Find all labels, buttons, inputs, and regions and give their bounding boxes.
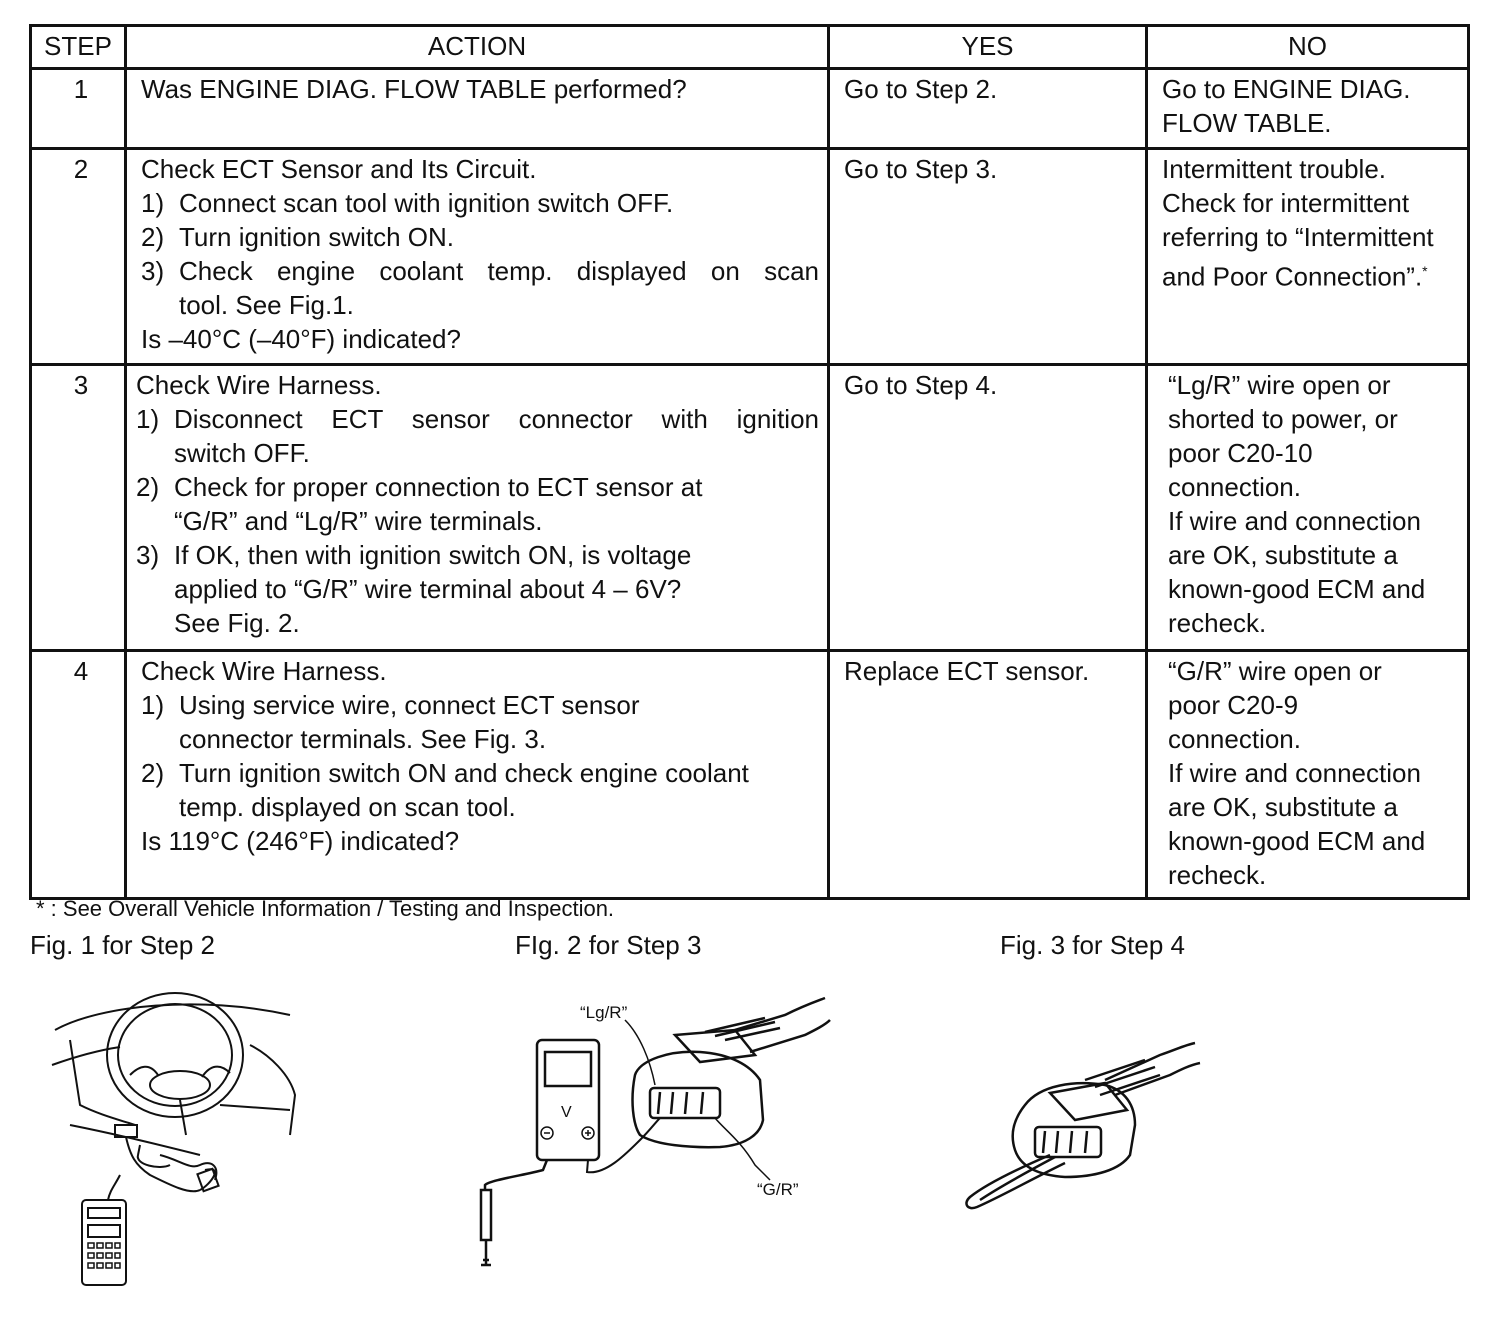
no-line: If wire and connection xyxy=(1168,506,1421,536)
yes-line: Go to Step 4. xyxy=(844,370,998,400)
action-substep-cont: “G/R” and “Lg/R” wire terminals. xyxy=(174,506,543,536)
action-question: Is –40°C (–40°F) indicated? xyxy=(141,324,461,354)
no-line: referring to “Intermittent xyxy=(1162,222,1434,252)
action-cell xyxy=(126,365,829,651)
action-line: Was ENGINE DIAG. FLOW TABLE performed? xyxy=(141,74,687,104)
action-substep-cont: connector terminals. See Fig. 3. xyxy=(179,724,547,754)
no-line: recheck. xyxy=(1168,860,1267,890)
yes-line: Go to Step 3. xyxy=(844,154,998,184)
action-title: Check Wire Harness. xyxy=(141,656,387,686)
table-row xyxy=(31,69,1469,149)
no-line: recheck. xyxy=(1168,608,1267,638)
action-substep: 2) Turn ignition switch ON. xyxy=(141,222,455,252)
voltmeter-connector-icon xyxy=(465,990,835,1280)
action-substep: 3) Check engine coolant temp. displayed on scan xyxy=(141,256,819,286)
figure-3-caption: Fig. 3 for Step 4 xyxy=(1000,930,1185,960)
table-row xyxy=(31,149,1469,365)
footnote: * : See Overall Vehicle Information / Testing and Inspection. xyxy=(36,896,615,921)
yes-line: Go to Step 2. xyxy=(844,74,998,104)
action-substep: 2) Turn ignition switch ON and check engine coolant xyxy=(141,758,749,788)
action-substep: 1) Disconnect ECT sensor connector with ignition xyxy=(136,404,819,434)
action-cell xyxy=(126,69,829,149)
no-line: shorted to power, or xyxy=(1168,404,1398,434)
figure-2-caption: FIg. 2 for Step 3 xyxy=(515,930,702,960)
action-substep: 2) Check for proper connection to ECT sensor at xyxy=(136,472,703,502)
no-line: and Poor Connection”.* xyxy=(1162,261,1428,292)
no-line: poor C20-9 xyxy=(1168,690,1299,720)
action-substep-cont: See Fig. 2. xyxy=(174,608,300,638)
no-line: Intermittent trouble. xyxy=(1162,154,1386,184)
step-number: 4 xyxy=(31,651,126,899)
action-cell xyxy=(126,149,829,365)
yes-cell xyxy=(829,651,1147,899)
no-line: Check for intermittent xyxy=(1162,188,1410,218)
step-number: 1 xyxy=(31,69,126,149)
no-line: known-good ECM and xyxy=(1168,574,1426,604)
header-no: NO xyxy=(1147,26,1469,69)
action-substep: 3) If OK, then with ignition switch ON, is voltage xyxy=(136,540,692,570)
header-action: ACTION xyxy=(126,26,829,69)
no-cell xyxy=(1147,651,1469,899)
yes-cell xyxy=(829,69,1147,149)
steering-wheel-scan-tool-icon xyxy=(40,985,310,1295)
voltmeter-v-label: V xyxy=(561,1104,572,1121)
yes-cell xyxy=(829,365,1147,651)
step-number: 2 xyxy=(31,149,126,365)
step-number: 3 xyxy=(31,365,126,651)
yes-line: Replace ECT sensor. xyxy=(844,656,1090,686)
lg-r-wire-label: “Lg/R” xyxy=(580,1003,628,1022)
g-r-wire-label: “G/R” xyxy=(757,1180,799,1199)
footnote-marker: * xyxy=(1422,263,1428,279)
table-row xyxy=(31,365,1469,651)
no-cell xyxy=(1147,69,1469,149)
header-step: STEP xyxy=(31,26,126,69)
diagnostic-flow-table xyxy=(29,24,1470,900)
no-line: connection. xyxy=(1168,724,1301,754)
action-title: Check Wire Harness. xyxy=(136,370,382,400)
no-line: FLOW TABLE. xyxy=(1162,108,1332,138)
connector-service-wire-icon xyxy=(955,1035,1205,1225)
table-row xyxy=(31,651,1469,899)
no-cell xyxy=(1147,365,1469,651)
no-line: are OK, substitute a xyxy=(1168,792,1398,822)
action-question: Is 119°C (246°F) indicated? xyxy=(141,826,460,856)
action-substep-cont: temp. displayed on scan tool. xyxy=(179,792,516,822)
action-substep-cont: tool. See Fig.1. xyxy=(179,290,354,320)
action-substep: 1) Using service wire, connect ECT sensor xyxy=(141,690,640,720)
no-cell xyxy=(1147,149,1469,365)
header-yes: YES xyxy=(829,26,1147,69)
action-substep-cont: switch OFF. xyxy=(174,438,310,468)
no-line: known-good ECM and xyxy=(1168,826,1426,856)
table-header-row xyxy=(31,26,1469,69)
no-line: poor C20-10 xyxy=(1168,438,1313,468)
no-line: “G/R” wire open or xyxy=(1168,656,1382,686)
no-line: Go to ENGINE DIAG. xyxy=(1162,74,1411,104)
no-line: are OK, substitute a xyxy=(1168,540,1398,570)
yes-cell xyxy=(829,149,1147,365)
action-substep: 1) Connect scan tool with ignition switch OFF. xyxy=(141,188,674,218)
figure-1-caption: Fig. 1 for Step 2 xyxy=(30,930,215,960)
no-line: “Lg/R” wire open or xyxy=(1168,370,1391,400)
action-substep-cont: applied to “G/R” wire terminal about 4 – 6V? xyxy=(174,574,682,604)
action-title: Check ECT Sensor and Its Circuit. xyxy=(141,154,537,184)
action-cell xyxy=(126,651,829,899)
no-line: connection. xyxy=(1168,472,1301,502)
no-line: If wire and connection xyxy=(1168,758,1421,788)
